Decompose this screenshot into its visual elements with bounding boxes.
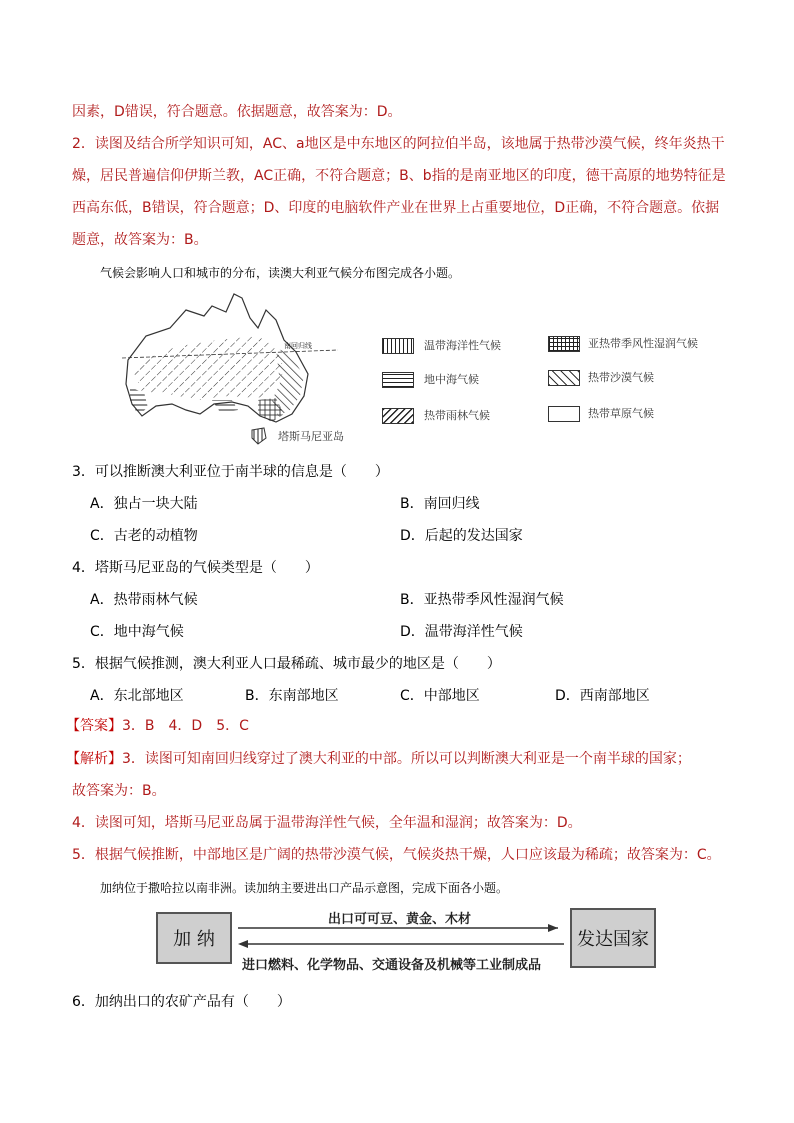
- q5-option-a[interactable]: A．东北部地区: [90, 688, 184, 704]
- analysis-line-2: 故答案为：B。: [72, 783, 166, 799]
- legend-label-mediterranean: 地中海气候: [424, 373, 479, 386]
- tropic-label: 南回归线: [284, 342, 312, 350]
- q4-stem: 4．塔斯马尼亚岛的气候类型是（ ）: [72, 560, 319, 576]
- analysis-line-1: [66, 749, 691, 769]
- legend-label-temperate-oceanic: 温带海洋性气候: [424, 339, 501, 352]
- legend-swatch-tropical-savanna: [548, 406, 580, 422]
- trade-arrows: [234, 922, 566, 952]
- developed-countries-box: 发达国家: [570, 908, 656, 968]
- q3-stem: 3．可以推断澳大利亚位于南半球的信息是（ ）: [72, 464, 389, 480]
- export-label: 出口可可豆、黄金、木材: [328, 912, 472, 927]
- legend-swatch-tropical-rainforest: [382, 408, 414, 424]
- intro-ghana: 加纳位于撒哈拉以南非洲。读加纳主要进出口产品示意图，完成下面各小题。: [100, 881, 509, 895]
- answer-tag: 【答案】: [66, 718, 122, 734]
- q5-option-d[interactable]: D．西南部地区: [555, 688, 650, 704]
- legend-swatch-tropical-desert: [548, 370, 580, 386]
- legend-swatch-temperate-oceanic: [382, 338, 414, 354]
- answer-line: [66, 716, 249, 736]
- q4-option-b[interactable]: B．亚热带季风性湿润气候: [400, 592, 564, 608]
- prev-answer-line-2: 2．读图及结合所学知识可知，AC、a地区是中东地区的阿拉伯半岛，该地属于热带沙漠气候，终年炎热干: [72, 136, 725, 152]
- analysis-line-3: 4．读图可知，塔斯马尼亚岛属于温带海洋性气候，全年温和湿润；故答案为：D。: [72, 815, 582, 831]
- australia-climate-map: [108, 288, 708, 448]
- legend-swatch-mediterranean: [382, 372, 414, 388]
- q3-option-d[interactable]: D．后起的发达国家: [400, 528, 523, 544]
- ghana-box: 加 纳: [156, 912, 232, 964]
- legend-label-tropical-desert: 热带沙漠气候: [588, 371, 654, 384]
- tasmania-island: [252, 428, 266, 444]
- prev-answer-line-1: 因素，D错误，符合题意。依据题意，故答案为：D。: [72, 104, 402, 120]
- import-label: 进口燃料、化学物品、交通设备及机械等工业制成品: [242, 958, 542, 973]
- legend-label-tropical-rainforest: 热带雨林气候: [424, 409, 490, 422]
- australia-map-svg: [108, 288, 708, 448]
- legend-label-tropical-savanna: 热带草原气候: [588, 407, 654, 420]
- q3-option-a[interactable]: A．独占一块大陆: [90, 496, 198, 512]
- q5-option-b[interactable]: B．东南部地区: [245, 688, 339, 704]
- q5-option-c[interactable]: C．中部地区: [400, 688, 480, 704]
- legend-label-subtropical-humid: 亚热带季风性湿润气候: [588, 337, 698, 350]
- intro-climate: 气候会影响人口和城市的分布，读澳大利亚气候分布图完成各小题。: [100, 266, 461, 280]
- q3-option-c[interactable]: C．古老的动植物: [90, 528, 198, 544]
- q4-option-a[interactable]: A．热带雨林气候: [90, 592, 198, 608]
- analysis-tag: 【解析】: [66, 751, 122, 767]
- tasmania-label: 塔斯马尼亚岛: [278, 430, 344, 443]
- ghana-trade-diagram: [156, 906, 656, 976]
- legend-swatch-subtropical-humid: [548, 336, 580, 352]
- answer-text: 3．B 4．D 5．C: [122, 718, 249, 734]
- q4-option-d[interactable]: D．温带海洋性气候: [400, 624, 523, 640]
- q3-option-b[interactable]: B．南回归线: [400, 496, 480, 512]
- prev-answer-line-4: 西高东低，B错误，符合题意；D、印度的电脑软件产业在世界上占重要地位，D正确，不符合题意。依据: [72, 200, 720, 216]
- q6-stem: 6．加纳出口的农矿产品有（ ）: [72, 994, 291, 1010]
- prev-answer-line-3: 燥，居民普遍信仰伊斯兰教，AC正确，不符合题意；B、b指的是南亚地区的印度，德干高原的地势特征是: [72, 168, 726, 184]
- q5-stem: 5．根据气候推测，澳大利亚人口最稀疏、城市最少的地区是（ ）: [72, 656, 501, 672]
- import-arrow-head: [238, 940, 248, 948]
- analysis-line-4: 5．根据气候推断，中部地区是广阔的热带沙漠气候，气候炎热干燥，人口应该最为稀疏；故答案为：C。: [72, 847, 721, 863]
- analysis-text-1: 3．读图可知南回归线穿过了澳大利亚的中部。所以可以判断澳大利亚是一个南半球的国家；: [122, 751, 691, 767]
- export-arrow-head: [548, 924, 558, 932]
- q4-option-c[interactable]: C．地中海气候: [90, 624, 184, 640]
- prev-answer-line-5: 题意，故答案为：B。: [72, 232, 208, 248]
